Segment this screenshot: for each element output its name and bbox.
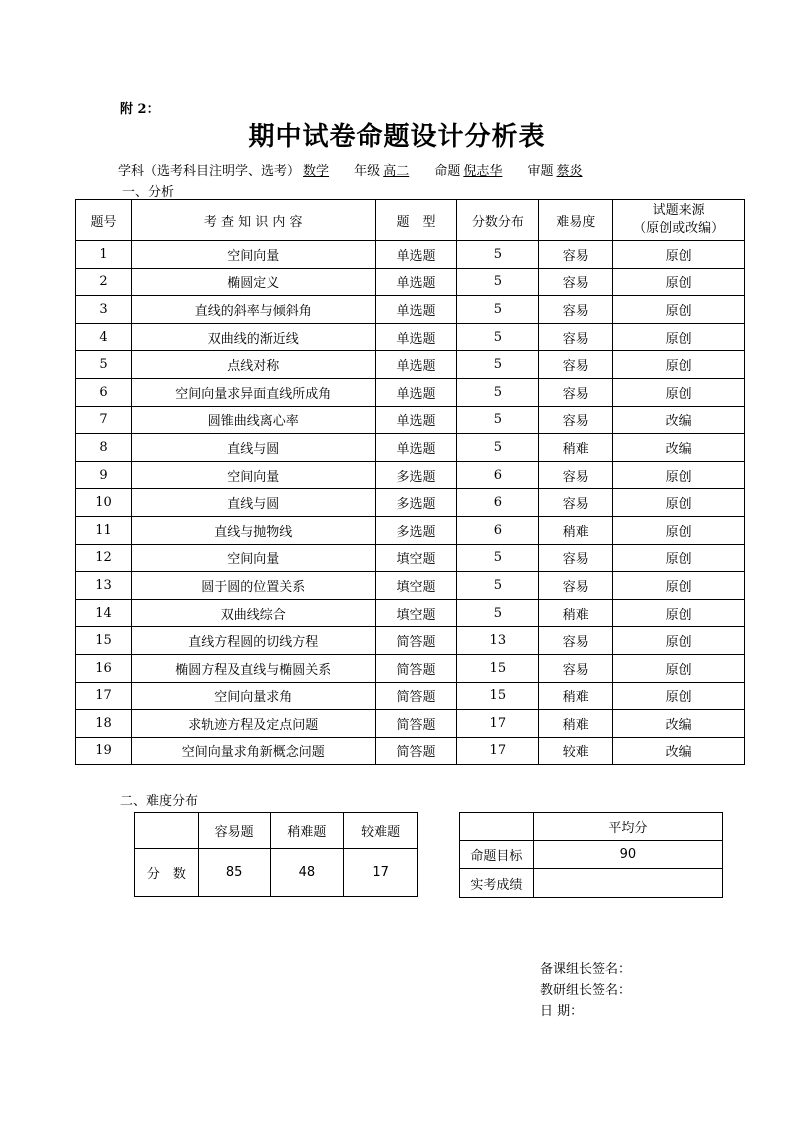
cell-difficulty: 容易: [539, 489, 613, 517]
table-row: [76, 682, 745, 710]
author-label: 命题: [434, 164, 461, 179]
cell-type: 简答题: [375, 710, 457, 738]
cell-content: 空间向量求异面直线所成角: [131, 378, 375, 406]
cell-source: 原创: [613, 323, 745, 351]
difficulty-corner-cell: [135, 813, 199, 849]
cell-source: 原创: [613, 489, 745, 517]
cell-difficulty: 容易: [539, 323, 613, 351]
cell-number: 4: [76, 323, 132, 351]
cell-difficulty: 容易: [539, 241, 613, 269]
average-actual-row: [460, 869, 723, 898]
table-row: [76, 654, 745, 682]
difficulty-score-row: [135, 849, 418, 897]
difficulty-value-easy: 85: [198, 849, 270, 897]
cell-content: 空间向量: [131, 461, 375, 489]
cell-score: 6: [457, 489, 539, 517]
cell-source: 原创: [613, 599, 745, 627]
cell-difficulty: 容易: [539, 268, 613, 296]
cell-number: 2: [76, 268, 132, 296]
analysis-table-body: [76, 241, 745, 765]
cell-difficulty: 容易: [539, 544, 613, 572]
cell-difficulty: 容易: [539, 351, 613, 379]
cell-source: 原创: [613, 572, 745, 600]
date-label: 日 期：: [540, 1004, 584, 1019]
grade-value: 高二: [383, 164, 410, 179]
cell-score: 5: [457, 572, 539, 600]
cell-number: 5: [76, 351, 132, 379]
cell-source: 原创: [613, 351, 745, 379]
table-row: [76, 737, 745, 765]
table-row: [76, 710, 745, 738]
cell-content: 空间向量求角: [131, 682, 375, 710]
table-row: [76, 599, 745, 627]
attachment-label: 附 2：: [120, 102, 160, 117]
cell-type: 单选题: [375, 296, 457, 324]
cell-type: 填空题: [375, 572, 457, 600]
cell-source: 原创: [613, 268, 745, 296]
cell-difficulty: 容易: [539, 654, 613, 682]
cell-score: 5: [457, 241, 539, 269]
cell-score: 5: [457, 323, 539, 351]
section-analysis-heading: 一、分析: [122, 185, 175, 200]
cell-type: 填空题: [375, 599, 457, 627]
reviewer-value: 蔡炎: [556, 164, 583, 179]
cell-type: 多选题: [375, 461, 457, 489]
difficulty-value-hard: 17: [344, 849, 418, 897]
difficulty-header-easy: 容易题: [198, 813, 270, 849]
table-row: [76, 323, 745, 351]
average-score-table: [459, 812, 723, 898]
cell-score: 5: [457, 268, 539, 296]
form-meta: [118, 160, 586, 179]
table-row: [76, 489, 745, 517]
cell-number: 7: [76, 406, 132, 434]
table-row: [76, 516, 745, 544]
col-header-content: 考 查 知 识 内 容: [131, 200, 375, 241]
cell-number: 15: [76, 627, 132, 655]
research-leader-signature: 教研组长签名：: [540, 983, 632, 998]
cell-score: 5: [457, 378, 539, 406]
cell-difficulty: 容易: [539, 406, 613, 434]
cell-score: 5: [457, 434, 539, 462]
table-row: [76, 268, 745, 296]
cell-number: 9: [76, 461, 132, 489]
reviewer-label: 审题: [527, 164, 554, 179]
cell-content: 双曲线综合: [131, 599, 375, 627]
cell-difficulty: 较难: [539, 737, 613, 765]
analysis-header-row: [76, 200, 745, 241]
cell-score: 5: [457, 296, 539, 324]
cell-source: 改编: [613, 737, 745, 765]
cell-source: 原创: [613, 296, 745, 324]
cell-source: 改编: [613, 406, 745, 434]
table-row: [76, 572, 745, 600]
average-corner-cell: [460, 813, 534, 841]
cell-number: 3: [76, 296, 132, 324]
cell-source: 原创: [613, 544, 745, 572]
cell-score: 5: [457, 351, 539, 379]
cell-number: 11: [76, 516, 132, 544]
cell-content: 空间向量: [131, 544, 375, 572]
table-row: [76, 378, 745, 406]
cell-type: 简答题: [375, 654, 457, 682]
col-header-score: 分数分布: [457, 200, 539, 241]
cell-source: 原创: [613, 627, 745, 655]
cell-type: 单选题: [375, 434, 457, 462]
table-row: [76, 461, 745, 489]
cell-score: 15: [457, 654, 539, 682]
cell-score: 13: [457, 627, 539, 655]
table-row: [76, 434, 745, 462]
cell-difficulty: 稍难: [539, 710, 613, 738]
cell-score: 6: [457, 516, 539, 544]
cell-content: 圆锥曲线离心率: [131, 406, 375, 434]
page-title: 期中试卷命题设计分析表: [248, 122, 546, 152]
cell-type: 单选题: [375, 406, 457, 434]
cell-content: 椭圆定义: [131, 268, 375, 296]
cell-number: 13: [76, 572, 132, 600]
cell-content: 点线对称: [131, 351, 375, 379]
average-header: 平均分: [533, 813, 722, 841]
cell-source: 原创: [613, 378, 745, 406]
cell-score: 5: [457, 406, 539, 434]
cell-difficulty: 稍难: [539, 682, 613, 710]
actual-value: [533, 869, 722, 898]
cell-score: 15: [457, 682, 539, 710]
cell-difficulty: 容易: [539, 378, 613, 406]
cell-difficulty: 容易: [539, 461, 613, 489]
cell-number: 6: [76, 378, 132, 406]
cell-type: 填空题: [375, 544, 457, 572]
cell-type: 单选题: [375, 323, 457, 351]
cell-source: 原创: [613, 241, 745, 269]
cell-content: 椭圆方程及直线与椭圆关系: [131, 654, 375, 682]
cell-content: 直线与圆: [131, 434, 375, 462]
cell-source: 原创: [613, 516, 745, 544]
cell-source: 改编: [613, 710, 745, 738]
table-row: [76, 627, 745, 655]
cell-source: 原创: [613, 654, 745, 682]
prep-leader-signature: 备课组长签名：: [540, 962, 632, 977]
cell-difficulty: 容易: [539, 572, 613, 600]
col-header-difficulty: 难易度: [539, 200, 613, 241]
cell-type: 简答题: [375, 627, 457, 655]
cell-number: 19: [76, 737, 132, 765]
cell-content: 空间向量: [131, 241, 375, 269]
cell-score: 17: [457, 710, 539, 738]
analysis-table: [75, 199, 745, 765]
cell-number: 10: [76, 489, 132, 517]
cell-difficulty: 稍难: [539, 599, 613, 627]
cell-difficulty: 容易: [539, 296, 613, 324]
cell-score: 5: [457, 599, 539, 627]
difficulty-row-label: 分 数: [135, 849, 199, 897]
cell-number: 12: [76, 544, 132, 572]
table-row: [76, 241, 745, 269]
cell-number: 17: [76, 682, 132, 710]
cell-number: 1: [76, 241, 132, 269]
section-difficulty-heading: 二、难度分布: [120, 794, 199, 809]
cell-type: 单选题: [375, 241, 457, 269]
cell-difficulty: 容易: [539, 627, 613, 655]
cell-content: 圆于圆的位置关系: [131, 572, 375, 600]
cell-number: 18: [76, 710, 132, 738]
cell-content: 求轨迹方程及定点问题: [131, 710, 375, 738]
cell-content: 直线的斜率与倾斜角: [131, 296, 375, 324]
average-header-row: [460, 813, 723, 841]
cell-content: 直线与圆: [131, 489, 375, 517]
average-target-row: [460, 841, 723, 869]
cell-number: 14: [76, 599, 132, 627]
table-row: [76, 544, 745, 572]
difficulty-header-row: [135, 813, 418, 849]
table-row: [76, 351, 745, 379]
difficulty-value-medium: 48: [270, 849, 344, 897]
cell-score: 17: [457, 737, 539, 765]
cell-score: 6: [457, 461, 539, 489]
grade-label: 年级: [354, 164, 381, 179]
col-header-type: 题 型: [375, 200, 457, 241]
target-label: 命题目标: [460, 841, 534, 869]
cell-source: 原创: [613, 682, 745, 710]
cell-source: 原创: [613, 461, 745, 489]
cell-content: 双曲线的渐近线: [131, 323, 375, 351]
subject-value: 数学: [303, 164, 330, 179]
difficulty-header-medium: 稍难题: [270, 813, 344, 849]
cell-number: 16: [76, 654, 132, 682]
cell-type: 单选题: [375, 378, 457, 406]
table-row: [76, 406, 745, 434]
cell-type: 简答题: [375, 682, 457, 710]
cell-difficulty: 稍难: [539, 516, 613, 544]
cell-difficulty: 稍难: [539, 434, 613, 462]
cell-type: 单选题: [375, 351, 457, 379]
cell-type: 单选题: [375, 268, 457, 296]
difficulty-header-hard: 较难题: [344, 813, 418, 849]
cell-score: 5: [457, 544, 539, 572]
col-header-number: 题号: [76, 200, 132, 241]
table-row: [76, 296, 745, 324]
target-value: 90: [533, 841, 722, 869]
cell-source: 改编: [613, 434, 745, 462]
actual-label: 实考成绩: [460, 869, 534, 898]
cell-content: 直线与抛物线: [131, 516, 375, 544]
cell-type: 简答题: [375, 737, 457, 765]
cell-type: 多选题: [375, 516, 457, 544]
cell-type: 多选题: [375, 489, 457, 517]
col-header-source: 试题来源 （原创或改编）: [613, 200, 745, 241]
cell-content: 空间向量求角新概念问题: [131, 737, 375, 765]
cell-content: 直线方程圆的切线方程: [131, 627, 375, 655]
difficulty-table: [134, 812, 418, 897]
cell-number: 8: [76, 434, 132, 462]
subject-label: 学科（选考科目注明学、选考）: [118, 164, 301, 179]
author-value: 倪志华: [463, 164, 503, 179]
